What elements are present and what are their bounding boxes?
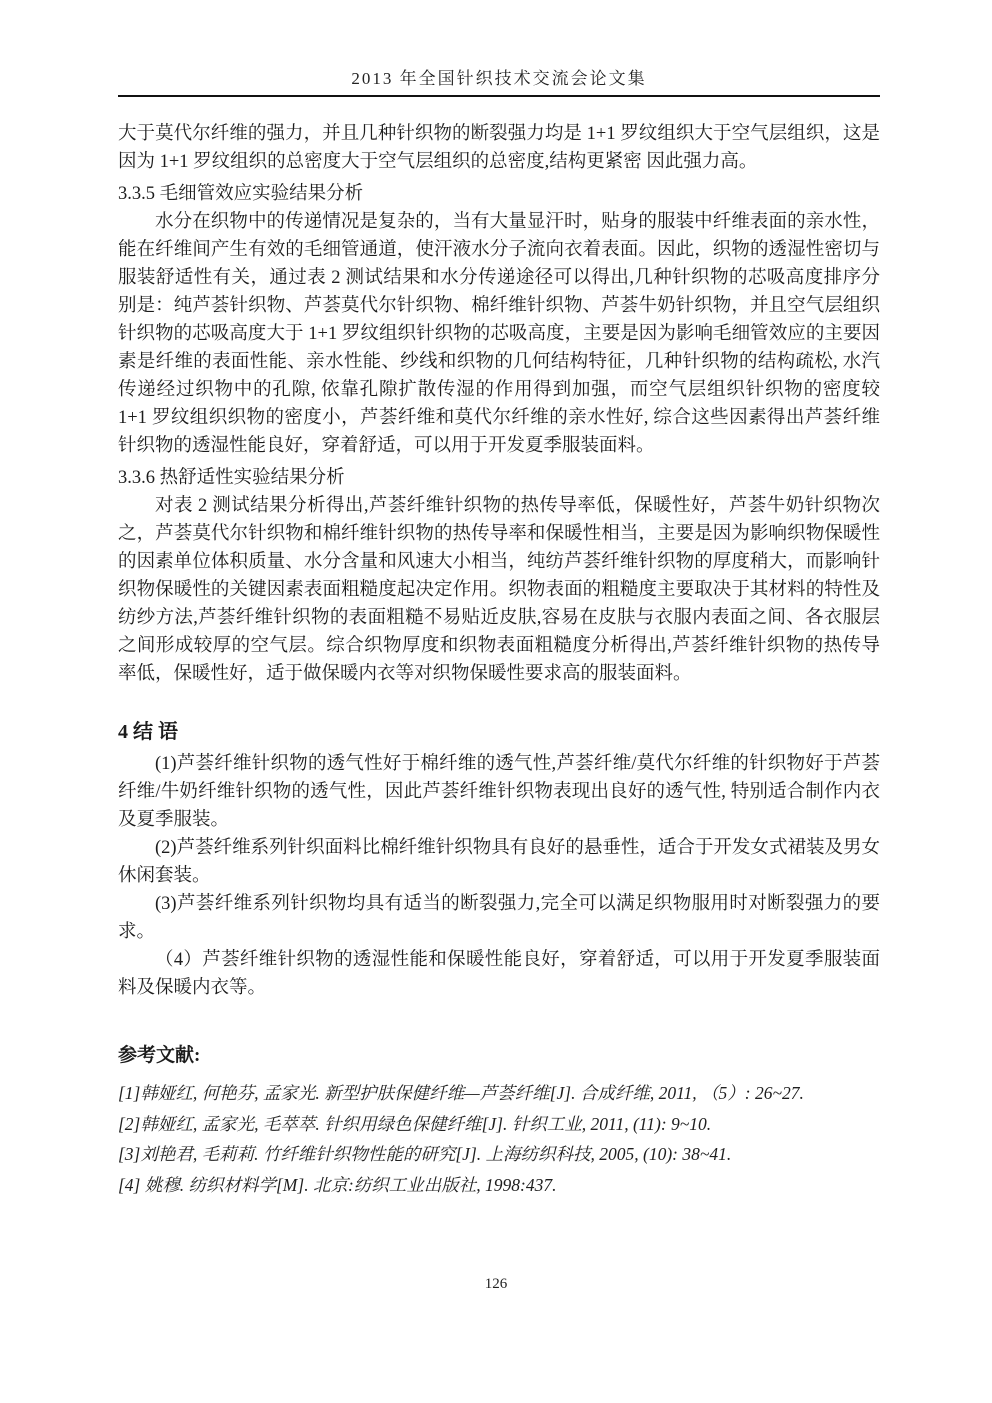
header-rule xyxy=(118,95,880,97)
section-3-3-6-paragraph: 对表 2 测试结果分析得出,芦荟纤维针织物的热传导率低，保暖性好，芦荟牛奶针织物次之，芦荟莫代尔针织物和棉纤维针织物的热传导率和保暖性相当，主要是因为影响织物保暖性的因素单位体积质量、水分含量和风速大小相当，纯纺芦荟纤维针织物的厚度稍大，而影响针织物保暖性的关键因素表面粗糙度起决定作用。织物表面的粗糙度主要取决于其材料的特性及纺纱方法,芦荟纤维针织物的表面粗糙不易贴近皮肤,容易在皮肤与衣服内表面之间、各衣服层之间形成较厚的空气层。综合织物厚度和织物表面粗糙度分析得出,芦荟纤维针织物的热传导率低，保暖性好，适于做保暖内衣等对织物保暖性要求高的服装面料。 xyxy=(118,496,880,684)
conclusion-item-1: (1)芦荟纤维针织物的透气性好于棉纤维的透气性,芦荟纤维/莫代尔纤维的针织物好于芦荟纤维/牛奶纤维针织物的透气性，因此芦荟纤维针织物表现出良好的透气性, 特别适合制作内衣及夏季服装。 xyxy=(118,754,880,830)
reference-item-1: [1]韩娅红, 何艳芬, 孟家光. 新型护肤保健纤维—芦荟纤维[J]. 合成纤维, 2011, （5）: 26~27. xyxy=(118,1083,804,1103)
references-heading: 参考文献: xyxy=(118,1045,201,1066)
conclusion-item-4: （4）芦荟纤维针织物的透湿性能和保暖性能良好，穿着舒适，可以用于开发夏季服装面料及保暖内衣等。 xyxy=(118,950,880,998)
reference-item-3: [3]刘艳君, 毛莉莉. 竹纤维针织物性能的研究[J]. 上海纺织科技, 2005, (10): 38~41. xyxy=(118,1144,732,1164)
running-head-title: 2013 年全国针织技术交流会论文集 xyxy=(351,69,647,88)
conclusion-item-3: (3)芦荟纤维系列针织物均具有适当的断裂强力,完全可以满足织物服用时对断裂强力的要求。 xyxy=(118,894,880,942)
conclusion-item-2: (2)芦荟纤维系列针织面料比棉纤维针织物具有良好的悬垂性，适合于开发女式裙装及男女休闲套装。 xyxy=(118,838,880,886)
section-heading-3-3-6: 3.3.6 热舒适性实验结果分析 xyxy=(118,468,345,488)
page-content xyxy=(118,68,880,1200)
reference-item-2: [2]韩娅红, 孟家光, 毛萃萃. 针织用绿色保健纤维[J]. 针织工业, 2011, (11): 9~10. xyxy=(118,1113,712,1134)
section-3-3-5-paragraph: 水分在织物中的传递情况是复杂的，当有大量显汗时，贴身的服装中纤维表面的亲水性，能在纤维间产生有效的毛细管通道，使汗液水分子流向衣着表面。因此，织物的透湿性密切与服装舒适性有关，通过表 2 测试结果和水分传递途径可以得出,几种针织物的芯吸高度排序分别是：纯芦荟针织物、芦荟莫代尔针织物、棉纤维针织物、芦荟牛奶针织物，并且空气层组织针织物的芯吸高度大于 1+1 罗纹组织针织物的芯吸高度，主要是因为影响毛细管效应的主要因素是纤维的表面性能、亲水性能、纱线和织物的几何结构特征，几种针织物的结构疏松, 水汽传递经过织物中的孔隙, 依靠孔隙扩散传湿的作用得到加强，而空气层组织针织物的密度较 1+1 罗纹组织织物的密度小，芦荟纤维和莫代尔纤维的亲水性好, 综合这些因素得出芦荟纤维针织物的透湿性能良好，穿着舒适，可以用于开发夏季服装面料。 xyxy=(118,212,880,456)
body-text xyxy=(118,120,880,1200)
reference-item-4: [4] 姚穆. 纺织材料学[M]. 北京:纺织工业出版社, 1998:437. xyxy=(118,1174,557,1195)
page-number: 126 xyxy=(484,1276,508,1292)
section-heading-3-3-5: 3.3.5 毛细管效应实验结果分析 xyxy=(118,184,364,204)
conclusion-heading: 4 结 语 xyxy=(118,721,178,743)
intro-paragraph: 大于莫代尔纤维的强力，并且几种针织物的断裂强力均是 1+1 罗纹组织大于空气层组织，这是因为 1+1 罗纹组织的总密度大于空气层组织的总密度,结构更紧密 因此强力高。 xyxy=(118,124,880,172)
